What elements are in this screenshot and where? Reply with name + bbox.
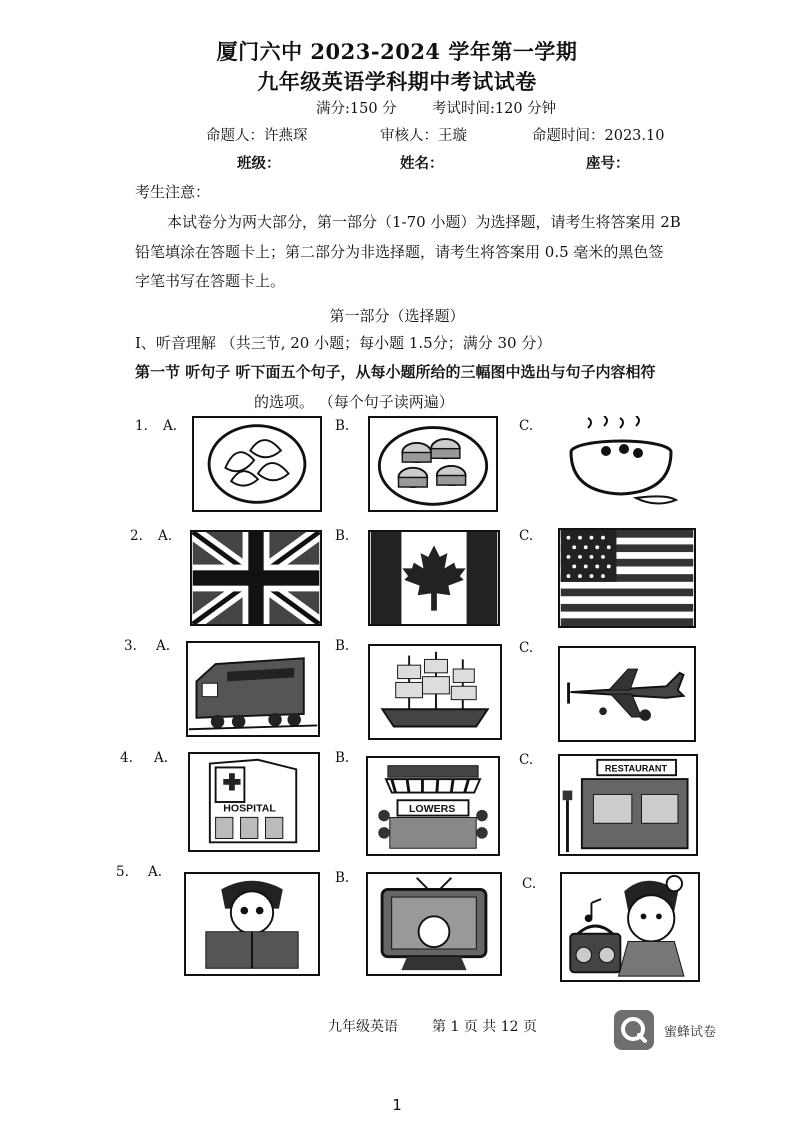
notice-line3: 字笔书写在答题卡上。 xyxy=(135,272,286,290)
flower-shop-icon[interactable] xyxy=(366,756,500,856)
uk-flag-icon[interactable] xyxy=(190,530,322,626)
option-letter: A. xyxy=(156,638,171,654)
exam-title-line2: 九年级英语学科期中考试试卷 xyxy=(257,69,537,94)
boy-reading-icon[interactable] xyxy=(184,872,320,976)
notice-line2: 铅笔填涂在答题卡上；第二部分为非选择题，请考生将答案用 0.5 毫米的黑色签 xyxy=(135,243,664,261)
option-letter: A. xyxy=(158,528,173,544)
full-score: 满分:150 分 xyxy=(316,101,397,117)
hospital-sign: HOSPITAL xyxy=(223,802,276,815)
rice-balls-bowl-icon[interactable] xyxy=(556,416,686,512)
question-number: 5. xyxy=(116,864,129,880)
canada-flag-icon[interactable] xyxy=(368,530,500,626)
hospital-icon[interactable] xyxy=(188,752,320,852)
notice-title: 考生注意： xyxy=(135,183,211,201)
question-number: 2. xyxy=(130,528,143,544)
airplane-icon[interactable] xyxy=(558,646,696,742)
reviewer: 审核人：王璇 xyxy=(380,128,467,144)
mooncakes-icon[interactable] xyxy=(368,416,498,512)
exam-time: 考试时间:120 分钟 xyxy=(432,101,557,117)
train-icon[interactable] xyxy=(186,641,320,737)
part1-heading: 第一部分（选择题） xyxy=(329,307,465,325)
watermark-text: 蜜蜂试卷 xyxy=(664,1025,717,1040)
name-label: 姓名： xyxy=(400,155,444,172)
option-letter: A. xyxy=(163,418,178,434)
footer-subject: 九年级英语 xyxy=(328,1019,398,1035)
notice-line1: 本试卷分为两大部分，第一部分（1-70 小题）为选择题，请考生将答案用 2B xyxy=(167,213,681,231)
date: 命题时间：2023.10 xyxy=(532,128,665,144)
section-title: Ⅰ、听音理解 （共三节, 20 小题；每小题 1.5分；满分 30 分） xyxy=(135,334,552,352)
option-letter: B. xyxy=(335,528,350,544)
dumplings-icon[interactable] xyxy=(192,416,322,512)
question-number: 3. xyxy=(124,638,137,654)
exam-title-line1: 厦门六中 2023-2024 学年第一学期 xyxy=(216,39,578,64)
question-number: 4. xyxy=(120,750,133,766)
restaurant-icon[interactable] xyxy=(558,754,698,856)
option-letter: C. xyxy=(519,418,534,434)
girl-watching-tv-icon[interactable] xyxy=(366,872,502,976)
question-number: 1. xyxy=(135,418,148,434)
class-label: 班级： xyxy=(237,155,281,172)
option-letter: C. xyxy=(519,640,534,656)
footer-page-info: 第 1 页 共 12 页 xyxy=(432,1019,537,1035)
author: 命题人：许燕琛 xyxy=(206,128,308,144)
option-letter: B. xyxy=(335,750,350,766)
us-flag-icon[interactable] xyxy=(558,528,696,628)
option-letter: A. xyxy=(154,750,169,766)
sub-title: 第一节 听句子 听下面五个句子，从每小题所给的三幅图中选出与句子内容相符 xyxy=(135,363,656,381)
watermark-logo-icon xyxy=(614,1010,654,1050)
option-letter: C. xyxy=(519,528,534,544)
restaurant-sign: RESTAURANT xyxy=(604,763,668,774)
option-letter: B. xyxy=(335,418,350,434)
option-letter: C. xyxy=(519,752,534,768)
option-letter: B. xyxy=(335,638,350,654)
girl-music-icon[interactable] xyxy=(560,872,700,982)
sub-title-2: 的选项。 （每个句子读两遍） xyxy=(254,393,454,411)
page-number: 1 xyxy=(392,1096,402,1114)
option-letter: C. xyxy=(522,876,537,892)
flower-shop-sign: LOWERS xyxy=(409,802,456,815)
option-letter: B. xyxy=(335,870,350,886)
sailing-ship-icon[interactable] xyxy=(368,644,502,740)
seat-label: 座号： xyxy=(586,155,630,172)
option-letter: A. xyxy=(148,864,163,880)
